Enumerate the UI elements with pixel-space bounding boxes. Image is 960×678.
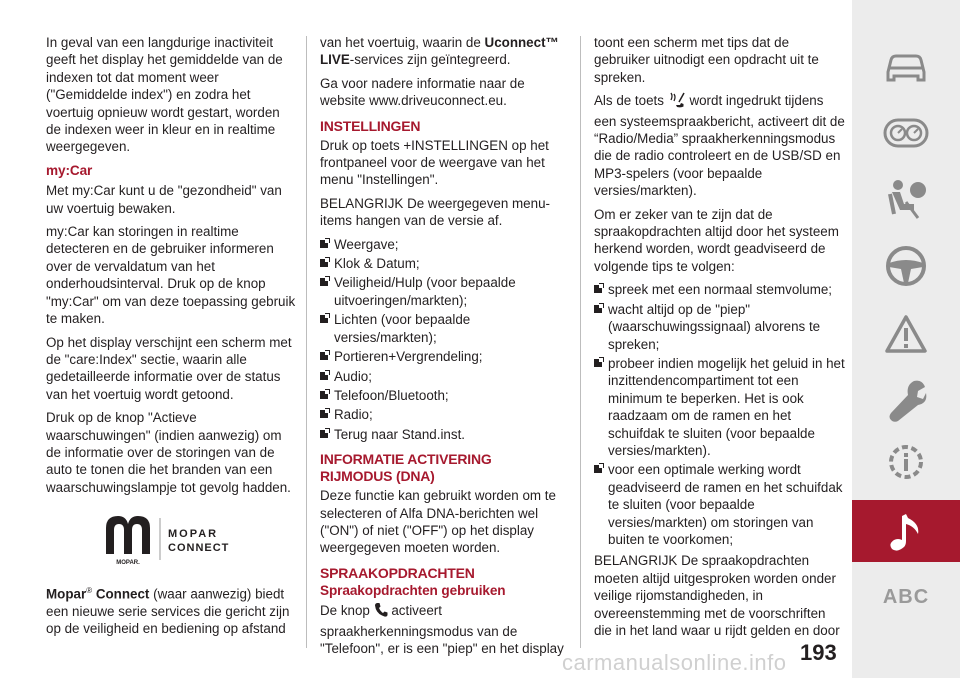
wrench-icon[interactable] (852, 377, 960, 423)
paragraph: Met my:Car kunt u de "gezondheid" van uw voertuig bewaken. (46, 183, 282, 216)
list-item: Lichten (voor bepaalde versies/markten); (320, 311, 564, 346)
column-divider (580, 36, 581, 648)
paragraph: Om er zeker van te zijn dat de spraakopdrachten altijd door het systeem herkend worden, wordt geadviseerd de volgende tips te volgen: (594, 206, 839, 274)
music-note-icon (888, 512, 924, 557)
gauges-icon[interactable] (852, 118, 960, 148)
paragraph-text: Als de toets (594, 93, 664, 109)
seat-airbag-icon[interactable] (852, 178, 960, 220)
logo-connect-text: CONNECT (168, 542, 230, 555)
steering-wheel-icon[interactable] (852, 245, 960, 287)
car-icon[interactable] (852, 50, 960, 86)
uconnect-brand: Uconnect™ LIVE (320, 35, 559, 68)
section-heading-mycar: my:Car (46, 162, 93, 178)
paragraph-text: (waar aanwezig) biedt een nieuwe serie services die gericht zijn op de veiligheid en bediening op afstand (46, 586, 290, 637)
paragraph-text: van het voertuig, waarin de (320, 35, 481, 50)
mopar-connect-logo (46, 506, 296, 572)
tab-multimedia-active[interactable] (852, 500, 960, 562)
paragraph: BELANGRIJK De weergegeven menu-items hangen van de versie af. (320, 195, 550, 229)
watermark: carmanualsonline.info (562, 650, 787, 675)
voice-tips-list (594, 281, 846, 548)
section-heading-settings: INSTELLINGEN (320, 117, 421, 134)
mopar-brand: Mopar (46, 586, 87, 602)
settings-menu-list (320, 236, 564, 443)
gear-info-icon[interactable] (852, 440, 960, 484)
paragraph: Deze functie kan gebruikt worden om te selecteren of Alfa DNA-berichten wel ("ON") of niet ("OFF") op het display weergegeven moeten worden. (320, 488, 556, 556)
list-item: Terug naar Stand.inst. (320, 426, 564, 443)
column-middle (320, 34, 564, 663)
paragraph: toont een scherm met tips dat de gebruiker uitnodigt een opdracht uit te spreken. (594, 35, 819, 85)
paragraph: In geval van een langdurige inactiviteit geeft het display het gemiddelde van de indexen tot dat moment weer ("Gemiddelde index") en zodra het voertuig opnieuw wordt gestart, worden de indexen weer in kleur en in realtime weergegeven. (46, 35, 283, 155)
list-item: Audio; (320, 368, 564, 385)
subheading-voice: Spraakopdrachten gebruiken (320, 582, 506, 598)
paragraph-mopar-connect (46, 582, 296, 638)
list-item: Telefoon/Bluetooth; (320, 387, 564, 404)
paragraph: Druk op toets +INSTELLINGEN op het frontpaneel voor de weergave van het menu "Instellingen". (320, 137, 549, 188)
list-item: voor een optimale werking wordt geadviseerd de ramen en het schuifdak te sluiten (voor bepaalde versies/markten) om storingen van buiten te voorkomen; (594, 461, 846, 548)
paragraph: Ga voor nadere informatie naar de website www.driveuconnect.eu. (320, 75, 525, 109)
mopar-logo-icon (46, 506, 296, 572)
warning-triangle-icon[interactable] (852, 314, 960, 354)
paragraph-text: -services zijn geïntegreerd. (349, 52, 511, 68)
list-item: Weergave; (320, 236, 564, 253)
paragraph (594, 92, 846, 199)
paragraph (320, 34, 564, 69)
paragraph (320, 602, 564, 657)
phone-icon (374, 602, 388, 622)
paragraph-text: wordt ingedrukt tijdens een systeemspraakbericht, activeert dit de “Radio/Media” spraakherkenningsmodus die de radio controleert en de USB/SD en MP3-spelers (voor bepaalde versies/markten). (594, 93, 845, 199)
list-item: Veiligheid/Hulp (voor bepaalde uitvoeringen/markten); (320, 274, 564, 309)
list-item: Klok & Datum; (320, 255, 564, 272)
voice-command-icon (668, 92, 686, 112)
column-divider (306, 36, 307, 648)
list-item: Portieren+Vergrendeling; (320, 348, 564, 365)
index-abc-tab[interactable]: ABC (882, 586, 930, 608)
paragraph: Op het display verschijnt een scherm met de "care:Index" sectie, waarin alle gedetailleerde informatie over de status van het voertuig wordt getoond. (46, 334, 292, 402)
chapter-sidebar (852, 0, 960, 678)
paragraph: my:Car kan storingen in realtime detecteren en de gebruiker informeren over de vervaldatum van het onderhoudsinterval. Druk op de knop "my:Car" om van deze toepassing gebruik te maken. (46, 224, 296, 327)
paragraph-text: activeert spraakherkenningsmodus van de "Telefoon", er is een "piep" en het display (320, 603, 564, 656)
logo-small-text: MOPAR. (116, 560, 140, 567)
paragraph: BELANGRIJK De spraakopdrachten moeten altijd uitgesproken worden onder veilige rijomstandigheden, in overeenstemming met de voorschriften die in het land waar u rijdt gelden en door (594, 553, 840, 638)
column-left (46, 34, 296, 644)
connect-brand: Connect (95, 586, 150, 602)
list-item: wacht altijd op de "piep" (waarschuwingssignaal) alvorens te spreken; (594, 301, 846, 353)
logo-mopar-text: MOPAR (168, 528, 219, 541)
section-heading-voice: SPRAAKOPDRACHTEN (320, 564, 475, 581)
paragraph: Druk op de knop "Actieve waarschuwingen" (indien aanwezig) om de informatie over de storingen van de auto te tonen die het branden van een waarschuwingslampje tot gevolg hadden. (46, 410, 291, 495)
section-heading-dna: INFORMATIE ACTIVERING RIJMODUS (DNA) (320, 451, 492, 485)
list-item: Radio; (320, 406, 564, 423)
column-right (594, 34, 846, 645)
registered-mark: ® (86, 586, 93, 596)
list-item: probeer indien mogelijk het geluid in het inzittendencompartiment tot een minimum te beperken. Het is ook raadzaam om de ramen en het schuifdak te sluiten (voor bepaalde versies/markten). (594, 355, 846, 459)
list-item: spreek met een normaal stemvolume; (594, 281, 846, 298)
page-number: 193 (800, 640, 837, 665)
paragraph-text: De knop (320, 603, 370, 619)
